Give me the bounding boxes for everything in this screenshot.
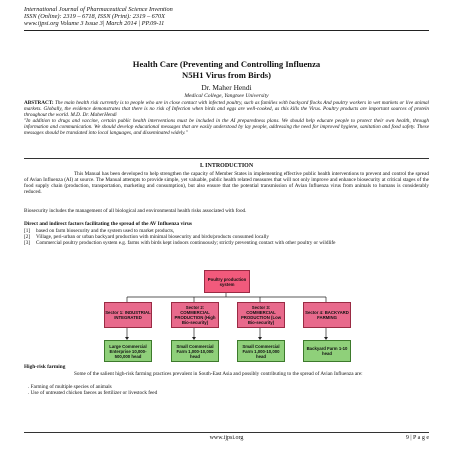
farming-paragraph: Some of the salient high-risk farming practices prevalent in South-East Asia and possibly contributing to the spread of Avian Influenza are: [74,371,363,377]
farming-item: . Farming of multiple species of animals [28,384,112,390]
diagram-farm-4: Backyard Farm 1-10 head [303,340,351,362]
diagram-sector-2: Sector 2: COMMERCIAL PRODUCTION (High Bio-security) [171,302,219,328]
factor-number: [2] [24,234,31,241]
abstract-block [24,100,429,137]
introduction-heading: I. INTRODUCTION [199,163,254,169]
diagram-farm-2: Small Commercial Farm 1,000-10,000 head [171,340,219,362]
factor-item [24,240,429,246]
factor-number: [3] [24,240,31,247]
diagram-top-box: Poultry production system [204,270,250,293]
footer-rule [24,432,429,433]
abstract-text: The main health risk currently is to people who are in close contact with infected poultry, such as families with backyard flocks And poultry workers in wet markets or live animal markets. Globally, the evidence demonstrates that there is no risk of Infection when birds and eggs are well-cooked, as this kills the Virus. Poultry products are important sources of protein throughout the world. M.D. Dr. MaherHendi [24,100,429,119]
factor-text: based on farm biosecurity and the system used to market products, [36,228,175,234]
farming-heading: High-risk farming [24,364,66,370]
factors-list [24,228,429,246]
header-rule [24,30,429,31]
diagram-farm-3: Small Commercial Farm 1,000-10,000 head [237,340,285,362]
journal-header [24,6,173,28]
farming-list [24,384,433,396]
diagram-sector-3: Sector 3: COMMERCIAL PRODUCTION (Low Bio-security) [237,302,285,328]
biosecurity-paragraph: Biosecurity includes the management of all biological and environmental health risks associated with food. [24,208,247,214]
paper-title-line-1: Health Care (Preventing and Controlling Influenza [132,59,321,69]
introduction-paragraph: This Manual has been developed to help strengthen the capacity of Member States in implementing effective public health interventions to prevent and control the spread of Avian Influenza (AI) at source. The Manual attempts to provide simple, yet valuable, public health related measures that will not only improve and enhance biosecurity at critical stages of the food supply chain (production, transportation, marketing and consumption), but also ensure that the potential transmission of Avian Influenza virus from animals to humans is considerably reduced. [24,171,429,196]
diagram-farm-1: Large Commercial Enterprise 10,000-500,000 head [104,340,152,362]
paper-title-line-2: N5H1 Virus from Birds) [182,70,271,80]
abstract-label: ABSTRACT: [24,100,54,106]
abstract-rule [24,158,429,159]
factor-text: Commercial poultry production system e.g. farms with birds kept indoors continuously; strictly preventing contact with other poultry or wildlife [36,240,336,247]
journal-issn: ISSN (Online): 2319 – 6718, ISSN (Print): 2319 – 670X [24,13,165,21]
author-affiliation: Medical College, Yangtsee University [184,93,269,99]
abstract-quote: "In addition to drugs and vaccine, certain public health interventions must be included in the AI preparedness plans. We should help educate people to protect their own health, through information and communication. We should develop educational messages that are easily understood by lay people, addressing the need for improved hygiene, sanitation and food safety. These messages should be translated into local languages, and disseminated widely." [24,118,429,137]
journal-site: www.ijpsi.org Volume 3 Issue 3| March 2014 | PP.09-11 [24,20,165,28]
diagram-sector-1: Sector 1: INDUSTRIAL INTEGRATED [104,302,152,328]
farming-item: . Use of untreated chicken faeces as fertilizer or livestock feed [28,390,158,397]
diagram-sector-4: Sector 4: BACKYARD FARMING [303,302,351,328]
factor-number: [1] [24,228,31,234]
journal-name: International Journal of Pharmaceutical Science Invention [24,6,173,13]
author-name: Dr. Maher Hendi [201,83,252,92]
factor-text: Village, peri-urban or urban backyard production with minimal biosecurity and birds/products consumed locally [36,234,269,241]
factors-heading: Direct and indirect factors facilitating the spread of the AV Influenza virus [24,221,192,227]
page-number: 9 | P a g e [405,435,429,441]
footer-url[interactable]: www.ijpsi.org [209,435,244,441]
